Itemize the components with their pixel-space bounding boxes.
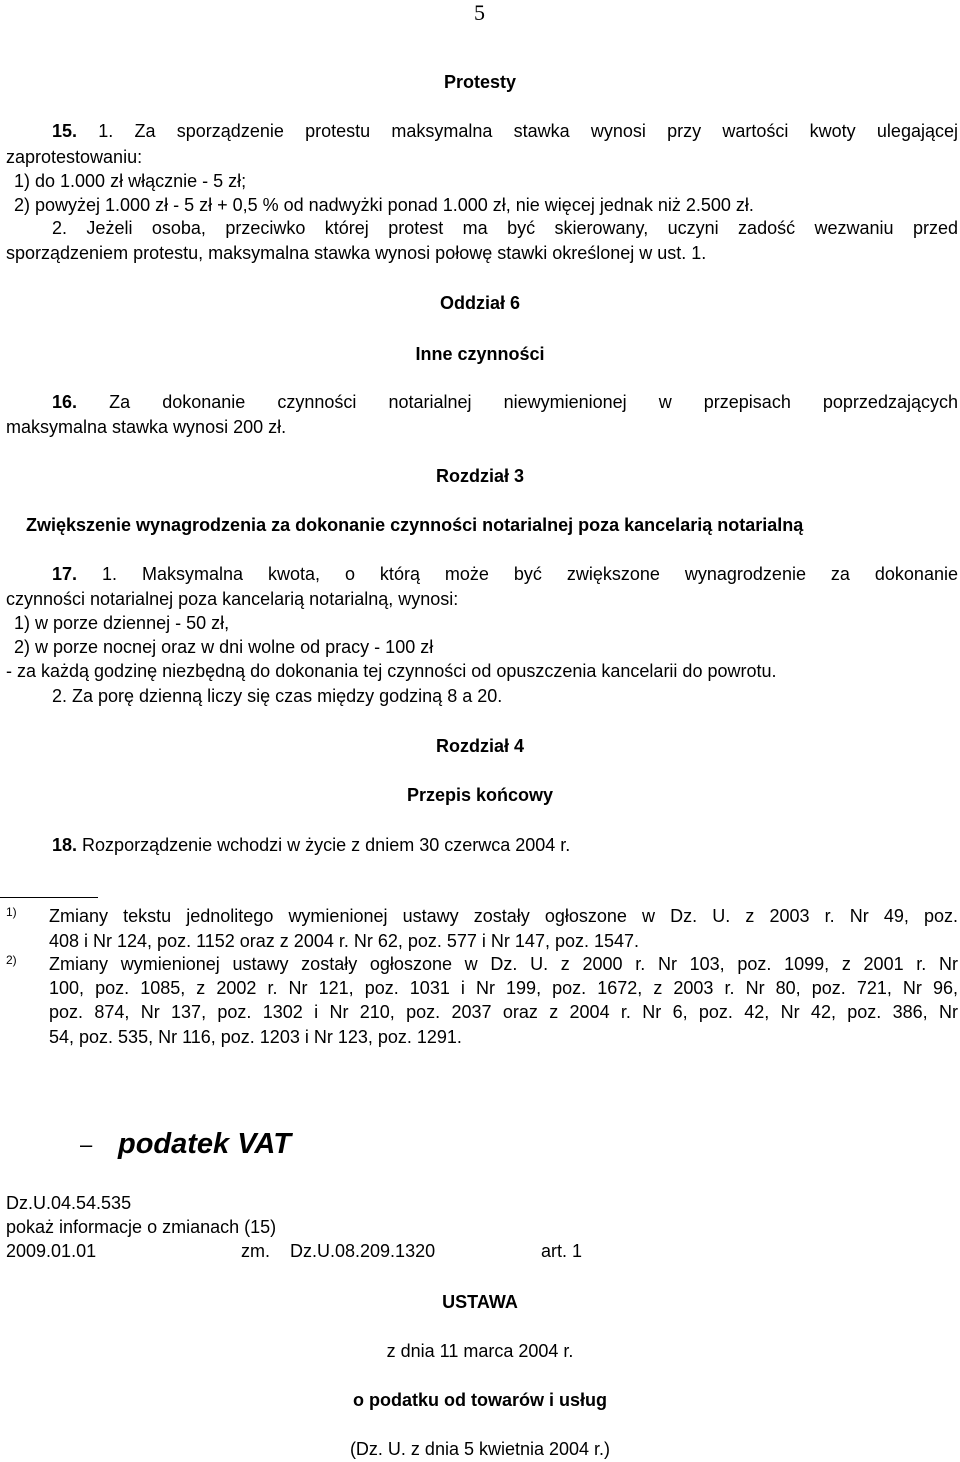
vat-date: 2009.01.01 [6, 1241, 97, 1261]
rozdzial4-title: Rozdział 4 [435, 736, 524, 756]
ustawa-date: z dnia 11 marca 2004 r. [386, 1341, 574, 1361]
footnote-2-line4: 54, poz. 535, Nr 116, poz. 1203 i Nr 123, poz. 1291. [49, 1027, 462, 1047]
p18-text: Rozporządzenie wchodzi w życie z dniem 30 czerwca 2004 r. [82, 835, 571, 855]
rozdzial3-subtitle: Zwiększenie wynagrodzenia za dokonanie czynności notarialnej poza kancelarią notarialną [26, 515, 804, 535]
p17-item1: 1) w porze dziennej - 50 zł, [14, 613, 230, 633]
vat-dash: – [80, 1132, 93, 1157]
p17-line1 [52, 564, 958, 586]
vat-zm-label: zm. [241, 1241, 270, 1261]
p15-item1: 1) do 1.000 zł włącznie - 5 zł; [14, 171, 247, 191]
footnote-2-line2: 100, poz. 1085, z 2002 r. Nr 121, poz. 1031 i Nr 199, poz. 1672, z 2003 r. Nr 80, poz. 721, Nr 96, [49, 978, 958, 998]
p15-2-line1: 2. Jeżeli osoba, przeciwko której protest ma być skierowany, uczyni zadość wezwaniu przed [52, 218, 958, 238]
p16-text: Za dokonanie czynności notarialnej niewymienionej w przepisach poprzedzających [109, 392, 958, 412]
p16-line2: maksymalna stawka wynosi 200 zł. [6, 417, 287, 437]
ustawa-name: o podatku od towarów i usług [353, 1390, 607, 1410]
p18 [52, 834, 570, 856]
p15-line1 [52, 121, 958, 143]
rozdzial4-subtitle: Przepis końcowy [406, 785, 554, 805]
p15-number: 15. [52, 121, 78, 141]
footnote-1-line2: 408 i Nr 124, poz. 1152 oraz z 2004 r. Nr 62, poz. 577 i Nr 147, poz. 1547. [49, 931, 640, 951]
p17-number: 17. [52, 564, 78, 584]
p15-text: 1. Za sporządzenie protestu maksymalna stawka wynosi przy wartości kwoty ulegającej [98, 121, 958, 141]
footnote-2-mark: 2) [6, 953, 17, 967]
footnote-2-line1: Zmiany wymienionej ustawy zostały ogłoszone w Dz. U. z 2000 r. Nr 103, poz. 1099, z 2001 r. Nr [49, 954, 958, 974]
page-number: 5 [474, 0, 485, 25]
footnote-1-line1: Zmiany tekstu jednolitego wymienionej ustawy zostały ogłoszone w Dz. U. z 2003 r. Nr 49, poz. [49, 906, 958, 926]
p17-dash-line: - za każdą godzinę niezbędną do dokonania tej czynności od opuszczenia kancelarii do powrotu. [6, 661, 777, 681]
section-heading-protesty: Protesty [443, 72, 517, 92]
p15-item2: 2) powyżej 1.000 zł - 5 zł + 0,5 % od nadwyżki ponad 1.000 zł, nie więcej jednak niż 2.500 zł. [14, 195, 754, 215]
p18-number: 18. [52, 835, 78, 855]
p17-item2: 2) w porze nocnej oraz w dni wolne od pracy - 100 zł [14, 637, 434, 657]
oddzial6-title: Oddział 6 [439, 293, 520, 313]
p17-text: 1. Maksymalna kwota, o którą może być zwiększone wynagrodzenie za dokonanie [102, 564, 958, 584]
footnote-2-line3: poz. 874, Nr 137, poz. 1302 i Nr 210, poz. 2037 oraz z 2004 r. Nr 6, poz. 42, Nr 42, poz. 386, Nr [49, 1002, 958, 1022]
p15-2-line2: sporządzeniem protestu, maksymalna stawka wynosi połowę stawki określonej w ust. 1. [6, 243, 707, 263]
footnote-1-mark: 1) [6, 905, 17, 919]
p15-line2: zaprotestowaniu: [6, 147, 143, 167]
vat-zm-ref[interactable]: Dz.U.08.209.1320 [290, 1241, 436, 1261]
ustawa-title: USTAWA [442, 1292, 518, 1312]
rozdzial3-title: Rozdział 3 [435, 466, 524, 486]
vat-heading: podatek VAT [118, 1128, 291, 1160]
p16-number: 16. [52, 392, 78, 412]
vat-ref: Dz.U.04.54.535 [6, 1193, 132, 1213]
p16-line1 [52, 392, 958, 414]
footnote-separator [0, 897, 98, 898]
ustawa-publication: (Dz. U. z dnia 5 kwietnia 2004 r.) [349, 1439, 611, 1459]
p17-line2: czynności notarialnej poza kancelarią notarialną, wynosi: [6, 589, 459, 609]
p17-2: 2. Za porę dzienną liczy się czas między godziną 8 a 20. [52, 686, 503, 706]
oddzial6-subtitle: Inne czynności [415, 344, 545, 364]
vat-changes-link[interactable]: pokaż informacje o zmianach (15) [6, 1217, 277, 1237]
vat-art: art. 1 [541, 1241, 583, 1261]
